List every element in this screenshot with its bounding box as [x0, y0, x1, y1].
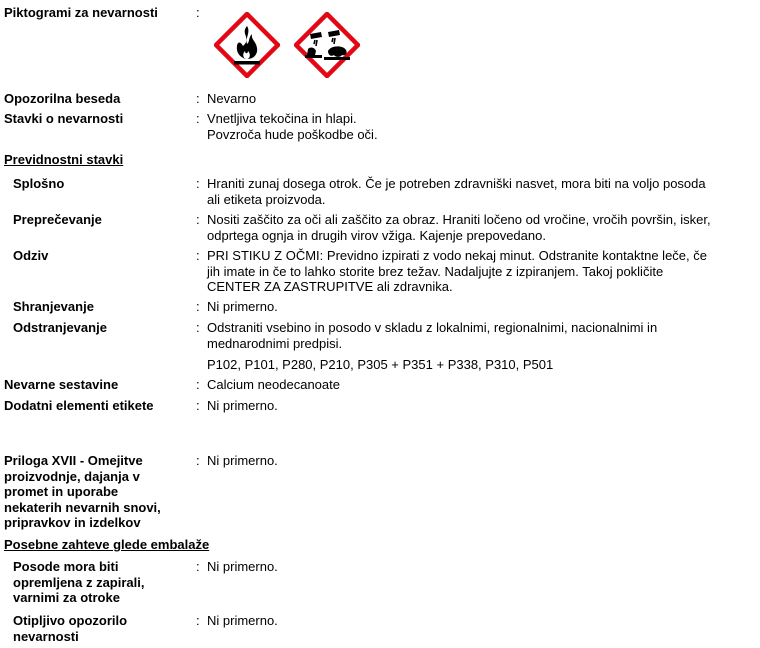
storage-colon: :	[196, 299, 200, 314]
annex-xvii-colon: :	[196, 453, 200, 468]
child-resistant-colon: :	[196, 559, 200, 574]
child-resistant-value: Ni primerno.	[207, 559, 278, 574]
hazard-statements-label: Stavki o nevarnosti	[4, 111, 124, 126]
hazard-statements-colon: :	[196, 111, 200, 126]
tactile-warning-colon: :	[196, 613, 200, 628]
pictograms-colon: :	[196, 5, 200, 20]
corrosion-pictogram-icon	[294, 12, 360, 78]
tactile-warning-value: Ni primerno.	[207, 613, 278, 628]
disposal-label: Odstranjevanje	[13, 320, 107, 335]
prevention-value: Nositi zaščito za oči ali zaščito za obraz. Hraniti ločeno od vročine, vročih površin, isker, odprtega ognja in drugih virov vžiga. Kajenje prepovedano.	[207, 212, 711, 243]
disposal-value: Odstraniti vsebino in posodo v skladu z lokalnimi, regionalnimi, nacionalnimi in mednarodnimi predpisi.	[207, 320, 658, 351]
prevention-label: Preprečevanje	[13, 212, 102, 227]
tactile-warning-label: Otipljivo opozorilo nevarnosti	[13, 613, 128, 644]
response-value: PRI STIKU Z OČMI: Previdno izpirati z vodo nekaj minut. Odstranite kontaktne leče, če jih imate in če to lahko storite brez težav. Nadaljujte z izpiranjem. Takoj pokličite CENTER ZA ZASTRUPITVE ali zdravnika.	[207, 248, 707, 294]
pictograms-label: Piktogrami za nevarnosti	[4, 5, 158, 20]
response-label: Odziv	[13, 248, 49, 263]
signal-word-value: Nevarno	[207, 91, 257, 106]
flame-pictogram-icon	[214, 12, 280, 78]
general-value: Hraniti zunaj dosega otrok. Če je potreben zdravniški nasvet, mora biti na voljo posoda ali etiketa proizvoda.	[207, 176, 706, 207]
hazardous-ingredients-value: Calcium neodecanoate	[207, 377, 340, 392]
storage-value: Ni primerno.	[207, 299, 278, 314]
hazardous-ingredients-label: Nevarne sestavine	[4, 377, 119, 392]
p-codes: P102, P101, P280, P210, P305 + P351 + P338, P310, P501	[207, 357, 554, 372]
annex-xvii-value: Ni primerno.	[207, 453, 278, 468]
signal-word-colon: :	[196, 91, 200, 106]
additional-label-value: Ni primerno.	[207, 398, 278, 413]
response-colon: :	[196, 248, 200, 263]
signal-word-label: Opozorilna beseda	[4, 91, 121, 106]
disposal-colon: :	[196, 320, 200, 335]
child-resistant-label: Posode mora biti opremljena z zapirali, varnimi za otroke	[13, 559, 145, 605]
additional-label-colon: :	[196, 398, 200, 413]
general-colon: :	[196, 176, 200, 191]
packaging-heading: Posebne zahteve glede embalaže	[4, 537, 210, 552]
prevention-colon: :	[196, 212, 200, 227]
annex-xvii-label: Priloga XVII - Omejitve proizvodnje, dajanja v promet in uporabe nekaterih nevarnih snovi, pripravkov in izdelkov	[4, 453, 161, 530]
additional-label-label: Dodatni elementi etikete	[4, 398, 154, 413]
hazardous-ingredients-colon: :	[196, 377, 200, 392]
precautionary-heading: Previdnostni stavki	[4, 152, 124, 167]
storage-label: Shranjevanje	[13, 299, 94, 314]
hazard-statements-value: Vnetljiva tekočina in hlapi. Povzroča hude poškodbe oči.	[207, 111, 378, 142]
general-label: Splošno	[13, 176, 65, 191]
